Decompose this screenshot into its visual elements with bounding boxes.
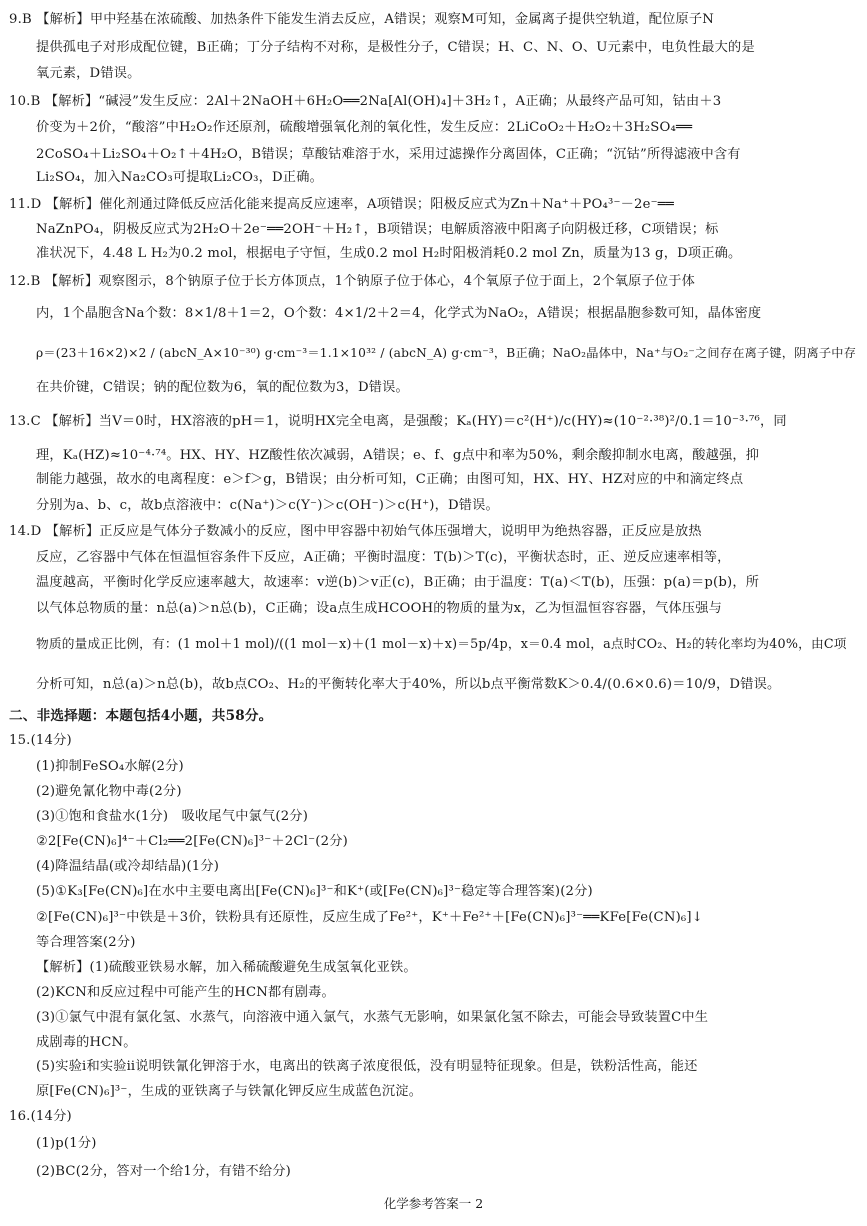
q15-analysis-3: (3)①氯气中混有氯化氢、水蒸气，向溶液中通入氯气，水蒸气无影响，如果氯化氢不除去，可能会导致装置C中生 [36, 1010, 709, 1025]
q15-answer-5b-cont: 等合理答案(2分) [36, 935, 136, 950]
q13-line-2: 理，Kₐ(HZ)≈10⁻⁴·⁷⁴。HX、HY、HZ酸性依次减弱，A错误；e、f、g点中和率为50%，剩余酸抑制水电离，酸越强，抑 [36, 448, 760, 463]
q15-answer-5: (5)①K₃[Fe(CN)₆]在水中主要电离出[Fe(CN)₆]³⁻和K⁺(或[Fe(CN)₆]³⁻稳定等合理答案)(2分) [36, 884, 593, 899]
q11-line-3: 准状况下，4.48 L H₂为0.2 mol，根据电子守恒，生成0.2 mol H₂时阳极消耗0.2 mol Zn，质量为13 g，D项正确。 [36, 246, 742, 261]
page-footer: 化学参考答案一 2 [383, 1196, 484, 1211]
q13-line-1: 13.C 【解析】当V＝0时，HX溶液的pH＝1，说明HX完全电离，是强酸；Kₐ(HY)＝c²(H⁺)/c(HY)≈(10⁻²·³⁸)²/0.1＝10⁻³·⁷⁶，同 [9, 414, 787, 429]
q12-line-2: 内，1个晶胞含Na个数：8×1/8＋1＝2，O个数：4×1/2＋2＝4，化学式为NaO₂，A错误；根据晶胞参数可知，晶体密度 [36, 306, 762, 321]
q14-line-5: 物质的量成正比例，有：(1 mol＋1 mol)/((1 mol－x)＋(1 mol－x)＋x)＝5p/4p，x＝0.4 mol，a点时CO₂、H₂的转化率均为40%，由C项 [36, 636, 847, 651]
q10-line-4: Li₂SO₄，加入Na₂CO₃可提取Li₂CO₃，D正确。 [36, 170, 323, 185]
q14-line-3: 温度越高，平衡时化学反应速率越大，故速率：v逆(b)＞v正(c)，B正确；由于温度：T(a)＜T(b)，压强：p(a)＝p(b)，所 [36, 575, 760, 590]
q15-answer-1: (1)抑制FeSO₄水解(2分) [36, 759, 184, 774]
q9-line-1: 9.B 【解析】甲中羟基在浓硫酸、加热条件下能发生消去反应，A错误；观察M可知，金属离子提供空轨道，配位原子N [9, 12, 715, 27]
q14-line-2: 反应，乙容器中气体在恒温恒容条件下反应，A正确；平衡时温度：T(b)＞T(c)，平衡状态时，正、逆反应速率相等， [36, 550, 731, 565]
q11-line-1: 11.D 【解析】催化剂通过降低反应活化能来提高反应速率，A项错误；阳极反应式为Zn＋Na⁺＋PO₄³⁻－2e⁻══ [9, 197, 675, 212]
q15-answer-3: (3)①饱和食盐水(1分) 吸收尾气中氯气(2分) [36, 809, 309, 824]
q15-analysis-3-cont: 成剧毒的HCN。 [36, 1035, 137, 1050]
q15-analysis-2: (2)KCN和反应过程中可能产生的HCN都有剧毒。 [36, 985, 335, 1000]
q15-answer-2: (2)避免氰化物中毒(2分) [36, 784, 182, 799]
q12-line-4: 在共价键，C错误；钠的配位数为6，氧的配位数为3，D错误。 [36, 380, 409, 395]
q12-line-1: 12.B 【解析】观察图示，8个钠原子位于长方体顶点，1个钠原子位于体心，4个氧原子位于面上，2个氧原子位于体 [9, 274, 696, 289]
q15-analysis-1: 【解析】(1)硫酸亚铁易水解，加入稀硫酸避免生成氢氧化亚铁。 [36, 960, 417, 975]
q14-line-4: 以气体总物质的量：n总(a)＞n总(b)，C正确；设a点生成HCOOH的物质的量为x，乙为恒温恒容容器，气体压强与 [36, 601, 723, 616]
q16-header: 16.(14分) [9, 1109, 72, 1124]
q12-line-3: ρ＝(23＋16×2)×2 / (abcN_A×10⁻³⁰) g·cm⁻³＝1.1×10³² / (abcN_A) g·cm⁻³，B正确；NaO₂晶体中，Na⁺与O₂⁻之间存在离子键，阴离子中存 [36, 346, 857, 360]
q10-line-2: 价变为＋2价，“酸溶”中H₂O₂作还原剂，硫酸增强氧化剂的氧化性，发生反应：2LiCoO₂＋H₂O₂＋3H₂SO₄══ [36, 120, 693, 135]
q15-answer-5b: ②[Fe(CN)₆]³⁻中铁是＋3价，铁粉具有还原性，反应生成了Fe²⁺，K⁺＋Fe²⁺＋[Fe(CN)₆]³⁻══KFe[Fe(CN)₆]↓ [36, 910, 704, 925]
q15-header: 15.(14分) [9, 733, 72, 748]
q13-line-4: 分别为a、b、c，故b点溶液中：c(Na⁺)＞c(Y⁻)＞c(OH⁻)＞c(H⁺)，D错误。 [36, 498, 499, 513]
q9-line-3: 氧元素，D错误。 [36, 66, 141, 81]
q13-line-3: 制能力越强，故水的电离程度：e＞f＞g，B错误；由分析可知，C正确；由图可知，HX、HY、HZ对应的中和滴定终点 [36, 472, 744, 487]
q15-answer-3b: ②2[Fe(CN)₆]⁴⁻＋Cl₂══2[Fe(CN)₆]³⁻＋2Cl⁻(2分) [36, 834, 348, 849]
q14-line-1: 14.D 【解析】正反应是气体分子数减小的反应，图中甲容器中初始气体压强增大，说明甲为绝热容器，正反应是放热 [9, 524, 702, 539]
q14-line-6: 分析可知，n总(a)＞n总(b)，故b点CO₂、H₂的平衡转化率大于40%，所以b点平衡常数K＞0.4/(0.6×0.6)＝10/9，D错误。 [36, 677, 781, 692]
q15-analysis-5-cont: 原[Fe(CN)₆]³⁻，生成的亚铁离子与铁氰化钾反应生成蓝色沉淀。 [36, 1084, 423, 1099]
q15-analysis-5: (5)实验ⅰ和实验ⅱ说明铁氰化钾溶于水，电离出的铁离子浓度很低，没有明显特征现象。但是，铁粉活性高，能还 [36, 1059, 698, 1074]
section-heading: 二、非选择题：本题包括4小题，共58分。 [9, 708, 273, 724]
q10-line-3: 2CoSO₄＋Li₂SO₄＋O₂↑＋4H₂O，B错误；草酸钴难溶于水，采用过滤操作分离固体，C正确；“沉钴”所得滤液中含有 [36, 147, 741, 162]
q10-line-1: 10.B 【解析】“碱浸”发生反应：2Al＋2NaOH＋6H₂O══2Na[Al(OH)₄]＋3H₂↑，A正确；从最终产品可知，钴由＋3 [9, 94, 722, 109]
q15-answer-4: (4)降温结晶(或冷却结晶)(1分) [36, 859, 220, 874]
q16-answer-1: (1)p(1分) [36, 1136, 97, 1151]
q11-line-2: NaZnPO₄，阴极反应式为2H₂O＋2e⁻══2OH⁻＋H₂↑，B项错误；电解质溶液中阳离子向阴极迁移，C项错误；标 [36, 222, 719, 237]
q16-answer-2: (2)BC(2分，答对一个给1分，有错不给分) [36, 1164, 292, 1179]
q9-line-2: 提供孤电子对形成配位键，B正确；丁分子结构不对称，是极性分子，C错误；H、C、N、O、U元素中，电负性最大的是 [36, 40, 755, 55]
